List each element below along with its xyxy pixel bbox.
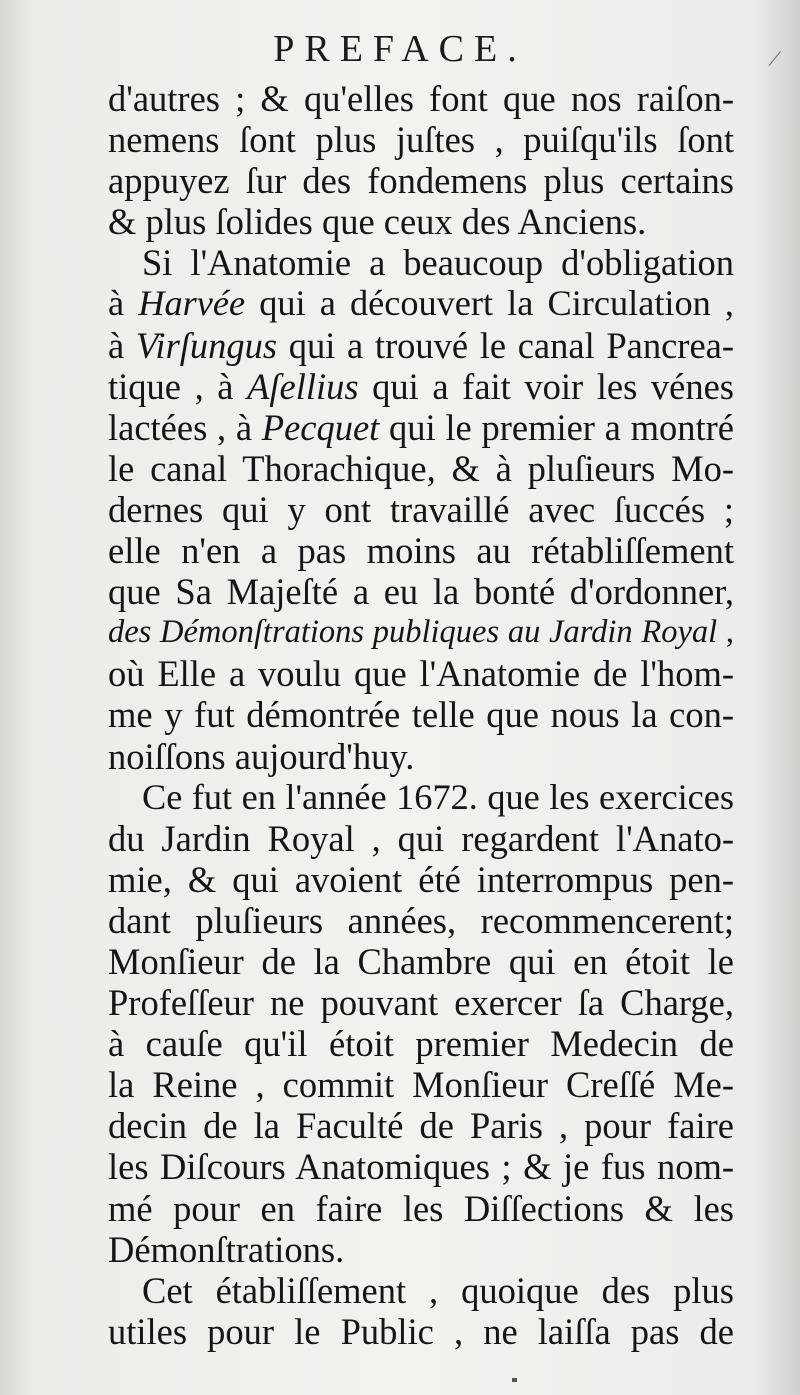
text-segment: la Reine , commit Monſieur Creſſé Me-: [108, 1064, 734, 1106]
text-segment: à: [108, 283, 139, 324]
text-segment: Cet établiſſement , quoique des plus: [142, 1269, 734, 1311]
text-line: [108, 900, 734, 941]
text-segment: appuyez ſur des fondemens plus certains: [108, 160, 734, 202]
text-segment: & plus ſolides que ceux des Anciens.: [108, 201, 647, 243]
text-segment: qui a fait voir les vénes: [358, 365, 734, 407]
text-line: [108, 1270, 734, 1311]
running-head: PREFACE.: [273, 28, 527, 70]
text-line: [108, 653, 734, 694]
text-segment: elle n'en a pas moins au rétabliſſement: [108, 530, 734, 572]
text-line: [108, 1023, 734, 1064]
text-line: [108, 283, 734, 324]
text-segment: nemens ſont plus juſtes , puiſqu'ils ſont: [108, 119, 734, 161]
text-line: [108, 1311, 734, 1352]
text-line: [108, 242, 734, 283]
text-line: [108, 407, 734, 448]
text-segment: me y fut démontrée telle que nous la con-: [108, 694, 734, 736]
text-segment: dant pluſieurs années, recommencerent;: [108, 899, 734, 941]
text-line: [108, 1105, 734, 1146]
text-line: [108, 736, 734, 777]
text-line: [108, 78, 734, 119]
text-segment: Profeſſeur ne pouvant exercer ſa Charge,: [108, 982, 734, 1024]
text-line: [108, 1188, 734, 1229]
text-segment: mé pour en faire les Diſſections & les: [108, 1187, 734, 1229]
footer-mark: [512, 1378, 517, 1382]
text-segment: à cauſe qu'il étoit premier Medecin de: [108, 1023, 734, 1065]
corner-mark: /: [766, 43, 783, 74]
text-line: [108, 1229, 734, 1270]
text-line: [108, 489, 734, 530]
italic-segment: Aſellius: [247, 365, 359, 407]
text-segment: qui a trouvé le canal Pancrea-: [277, 324, 734, 366]
text-segment: Si l'Anatomie a beaucoup d'obligation: [142, 242, 734, 284]
text-line: [108, 859, 734, 900]
text-segment: dernes qui y ont travaillé avec ſuccés ;: [108, 488, 734, 530]
text-segment: d'autres ; & qu'elles font que nos raiſon-: [108, 78, 734, 119]
text-line: [108, 612, 734, 653]
text-segment: que Sa Majeſté a eu la bonté d'ordonner,: [108, 571, 734, 613]
text-segment: Démonſtrations.: [108, 1228, 345, 1270]
text-segment: le canal Thorachique, & à pluſieurs Mo-: [108, 447, 734, 489]
body-text: [108, 78, 734, 1352]
text-segment: qui le premier a montré: [379, 406, 734, 448]
text-segment: utiles pour le Public , ne laiſſa pas de: [108, 1310, 734, 1352]
text-segment: où Elle a voulu que l'Anatomie de l'hom-: [108, 653, 734, 695]
text-line: [108, 366, 734, 407]
text-segment: mie, & qui avoient été interrompus pen-: [108, 858, 734, 900]
italic-segment: Pecquet: [261, 406, 380, 448]
italic-segment: des Démonſtrations publiques au Jardin Royal: [108, 614, 718, 651]
text-line: [108, 530, 734, 571]
text-segment: les Diſcours Anatomiques ; & je fus nom-: [108, 1146, 734, 1188]
text-line: [108, 818, 734, 859]
text-segment: noiſſons aujourd'huy.: [108, 735, 415, 777]
text-line: [108, 694, 734, 735]
text-line: [108, 982, 734, 1023]
text-segment: tique , à: [108, 365, 248, 407]
text-line: [108, 325, 734, 366]
text-segment: decin de la Faculté de Paris , pour faire: [108, 1105, 734, 1147]
text-line: [108, 1146, 734, 1187]
text-line: [108, 119, 734, 160]
text-segment: ,: [717, 614, 735, 651]
text-line: [108, 160, 734, 201]
text-segment: Monſieur de la Chambre qui en étoit le: [108, 940, 734, 982]
text-segment: lactées , à: [108, 406, 262, 448]
text-line: [108, 941, 734, 982]
text-segment: à: [108, 324, 136, 366]
text-segment: du Jardin Royal , qui regardent l'Anato-: [108, 817, 734, 859]
text-line: [108, 201, 734, 242]
text-line: [108, 448, 734, 489]
italic-segment: Virſungus: [135, 324, 278, 366]
text-line: [108, 777, 734, 818]
text-line: [108, 1064, 734, 1105]
text-segment: qui a découvert la Circulation ,: [245, 283, 735, 324]
text-segment: Ce fut en l'année 1672. que les exercices: [142, 776, 734, 817]
italic-segment: Harvée: [138, 283, 246, 324]
text-line: [108, 571, 734, 612]
